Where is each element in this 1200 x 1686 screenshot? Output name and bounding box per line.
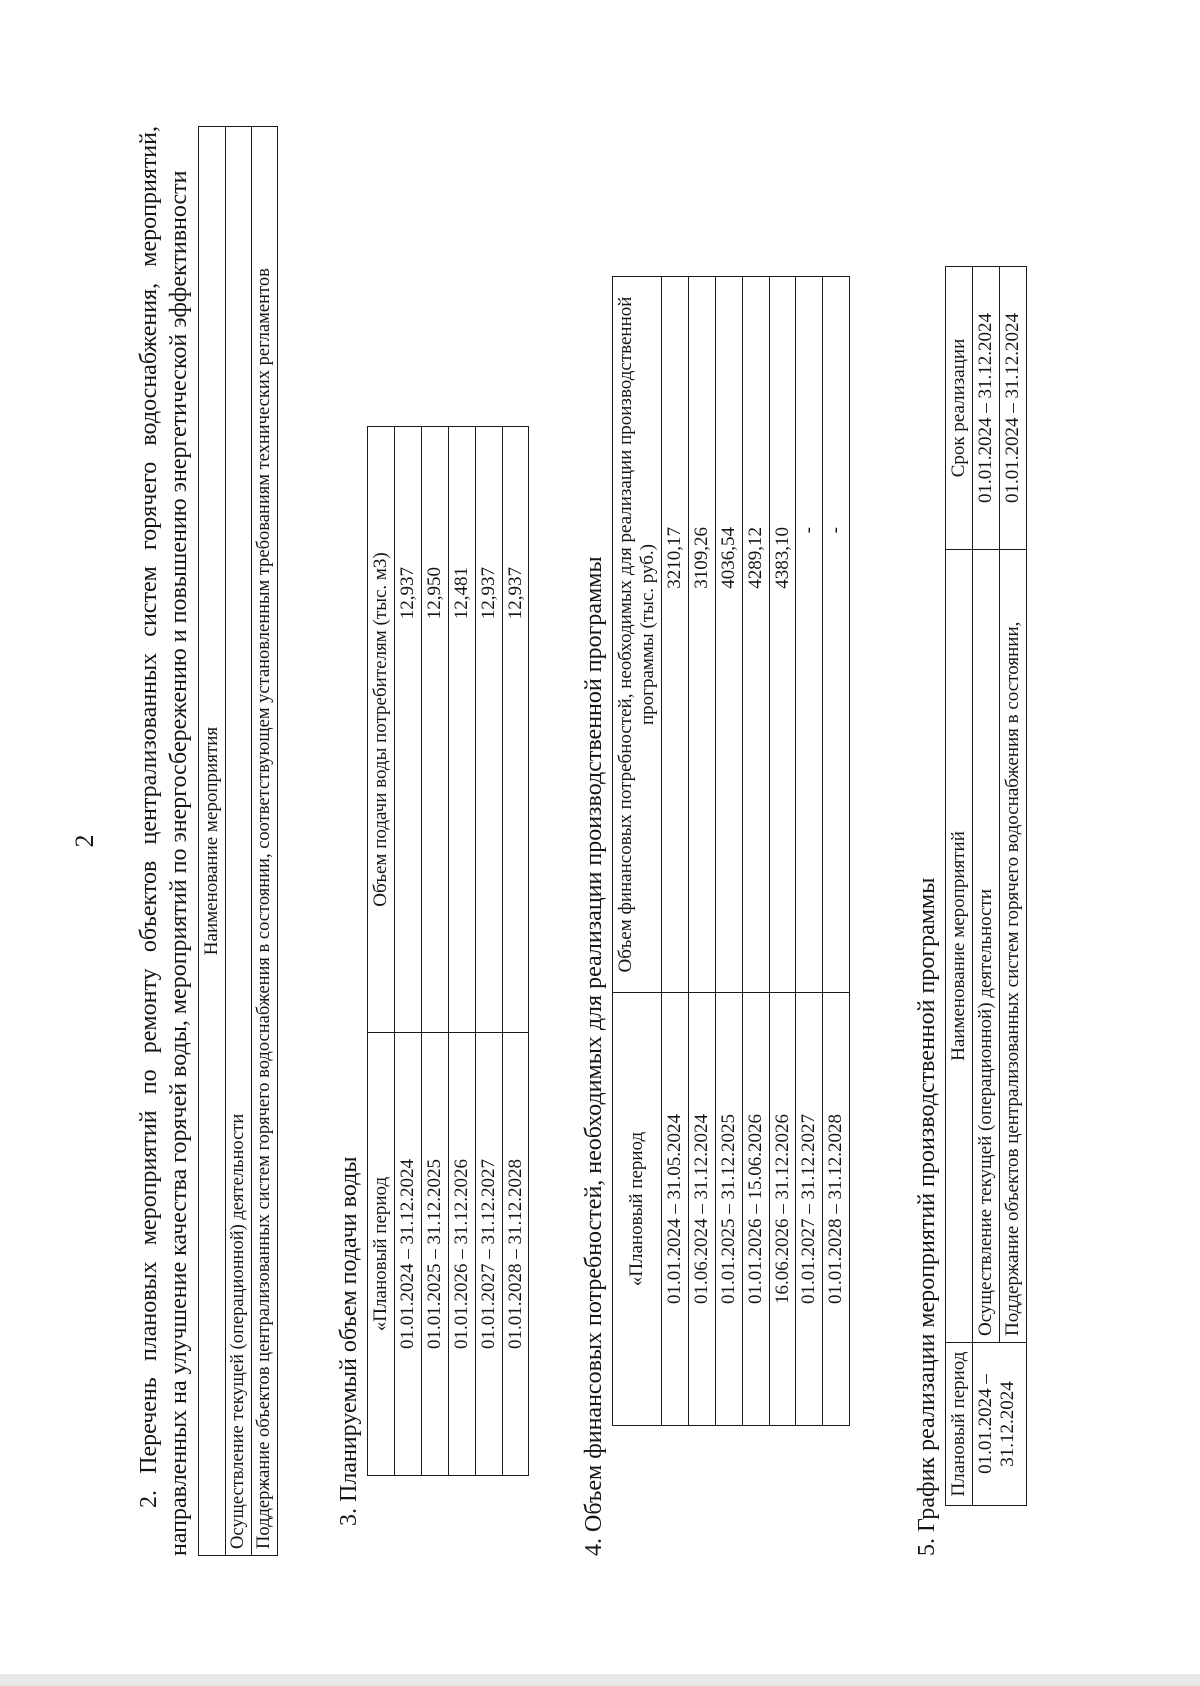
period-cell: 01.01.2024 – 31.12.2024 [395,1033,422,1476]
measure-cell: Поддержание объектов централизованных систем горячего водоснабжения в состоянии, соответствующем установленным требованиям технических регламентов [252,127,278,1556]
period-cell: 01.01.2027 – 31.12.2027 [796,993,823,1426]
table-row [999,267,1026,1506]
table-row [972,267,999,1506]
financial-needs-table [612,276,850,1426]
value-cell: 4383,10 [769,277,796,993]
term-cell: 01.01.2024 – 31.12.2024 [999,267,1026,550]
table-header-row [613,277,662,1426]
section-2-title: 2. Перечень плановых мероприятий по ремонту объектов централизованных систем горячего водоснабжения, мероприятий, направленных на улучшение качества горячей воды, мероприятий по энергосбережению и повышению энергетической эффективности [136,126,192,1556]
period-cell: 01.01.2026 – 31.12.2026 [448,1033,475,1476]
table-row [769,277,796,1426]
term-header: Срок реализации [946,267,973,550]
section-4-title: 4. Объем финансовых потребностей, необходимых для реализации производственной программы [581,556,608,1556]
table-header-row [199,127,226,1556]
value-cell: 12,481 [448,427,475,1033]
table-header-row [368,427,395,1476]
period-cell: 01.01.2027 – 31.12.2027 [475,1033,502,1476]
table-row [823,277,850,1426]
term-cell: 01.01.2024 – 31.12.2024 [972,267,999,550]
table-row [475,427,502,1476]
schedule-table [945,266,1027,1506]
measure-names-header: Наименование мероприятий [946,550,973,1343]
table-row [422,427,449,1476]
value-cell: 4036,54 [715,277,742,993]
table-row [662,277,689,1426]
period-cell: 01.06.2024 – 31.12.2024 [688,993,715,1426]
value-cell: - [823,277,850,993]
value-cell: - [796,277,823,993]
page-number: 2 [70,834,99,848]
measure-name-header: Наименование мероприятия [199,127,226,1556]
value-cell: 12,937 [475,427,502,1033]
period-cell: 16.06.2026 – 31.12.2026 [769,993,796,1426]
measures-table [198,126,278,1556]
period-header: «Плановый период [368,1033,395,1476]
period-cell: 01.01.2028 – 31.12.2028 [823,993,850,1426]
value-cell: 12,937 [395,427,422,1033]
period-cell: 01.01.2024 – 31.05.2024 [662,993,689,1426]
page-content [70,126,1027,1556]
table-row [395,427,422,1476]
water-volume-table [367,426,529,1476]
value-cell: 4289,12 [742,277,769,993]
volume-header: Объем подачи воды потребителям (тыс. м3) [368,427,395,1033]
section-5-title: 5. График реализации мероприятий производственной программы [914,877,941,1556]
table-row [715,277,742,1426]
period-cell: 01.01.2025 – 31.12.2025 [422,1033,449,1476]
table-row [742,277,769,1426]
table-row [502,427,529,1476]
table-row [252,127,278,1556]
table-row [688,277,715,1426]
period-header: «Плановый период [613,993,662,1426]
table-row [448,427,475,1476]
measure-cell: Поддержание объектов централизованных систем горячего водоснабжения в состоянии, [999,550,1026,1343]
period-cell: 01.01.2025 – 31.12.2025 [715,993,742,1426]
section-3-title: 3. Планируемый объем подачи воды [336,1156,363,1526]
period-cell: 01.01.2028 – 31.12.2028 [502,1033,529,1476]
period-header: Плановый период [946,1343,973,1506]
period-cell: 01.01.2026 – 15.06.2026 [742,993,769,1426]
scan-edge-bottom [0,1674,1200,1686]
measure-cell: Осуществление текущей (операционной) деятельности [225,127,251,1556]
financial-volume-header: Объем финансовых потребностей, необходимых для реализации производственной программы (тыс. руб.) [613,277,662,993]
measure-cell: Осуществление текущей (операционной) деятельности [972,550,999,1343]
table-header-row [946,267,973,1506]
value-cell: 3210,17 [662,277,689,993]
value-cell: 3109,26 [688,277,715,993]
value-cell: 12,937 [502,427,529,1033]
table-row [225,127,251,1556]
table-row [796,277,823,1426]
value-cell: 12,950 [422,427,449,1033]
period-cell: 01.01.2024 – 31.12.2024 [972,1343,1026,1506]
